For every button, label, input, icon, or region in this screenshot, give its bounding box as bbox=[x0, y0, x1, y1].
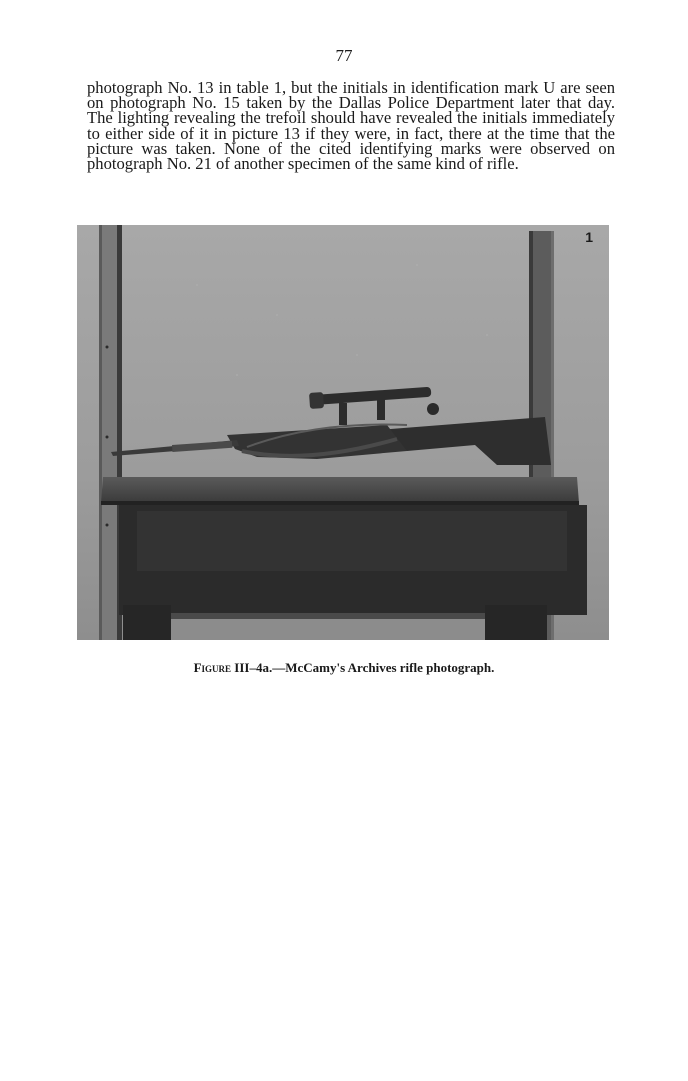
caption-text: III–4a.—McCamy's Archives rifle photograph. bbox=[231, 660, 495, 675]
rifle-photograph bbox=[77, 225, 609, 640]
post-nail bbox=[106, 436, 109, 439]
rifle-bolt-knob bbox=[427, 403, 439, 415]
post-nail bbox=[106, 524, 109, 527]
caption-prefix: Figure bbox=[193, 660, 232, 675]
page-number: 77 bbox=[335, 46, 353, 65]
photograph-image bbox=[77, 225, 609, 640]
plate-label: 1 bbox=[585, 229, 593, 245]
post-nail bbox=[106, 346, 109, 349]
body-paragraph: photograph No. 13 in table 1, but the initials in identification mark U are seen on photograph No. 15 taken by the Dallas Police Department later that day. The lighting revealing the trefoil should have revealed the initials immediately to either side of it in picture 13 if they were, in fact, there at the time that the picture was taken. None of the cited identifying marks were observed on photograph No. 21 of another specimen of the same kind of rifle. bbox=[87, 78, 615, 174]
figure-caption bbox=[0, 660, 688, 676]
